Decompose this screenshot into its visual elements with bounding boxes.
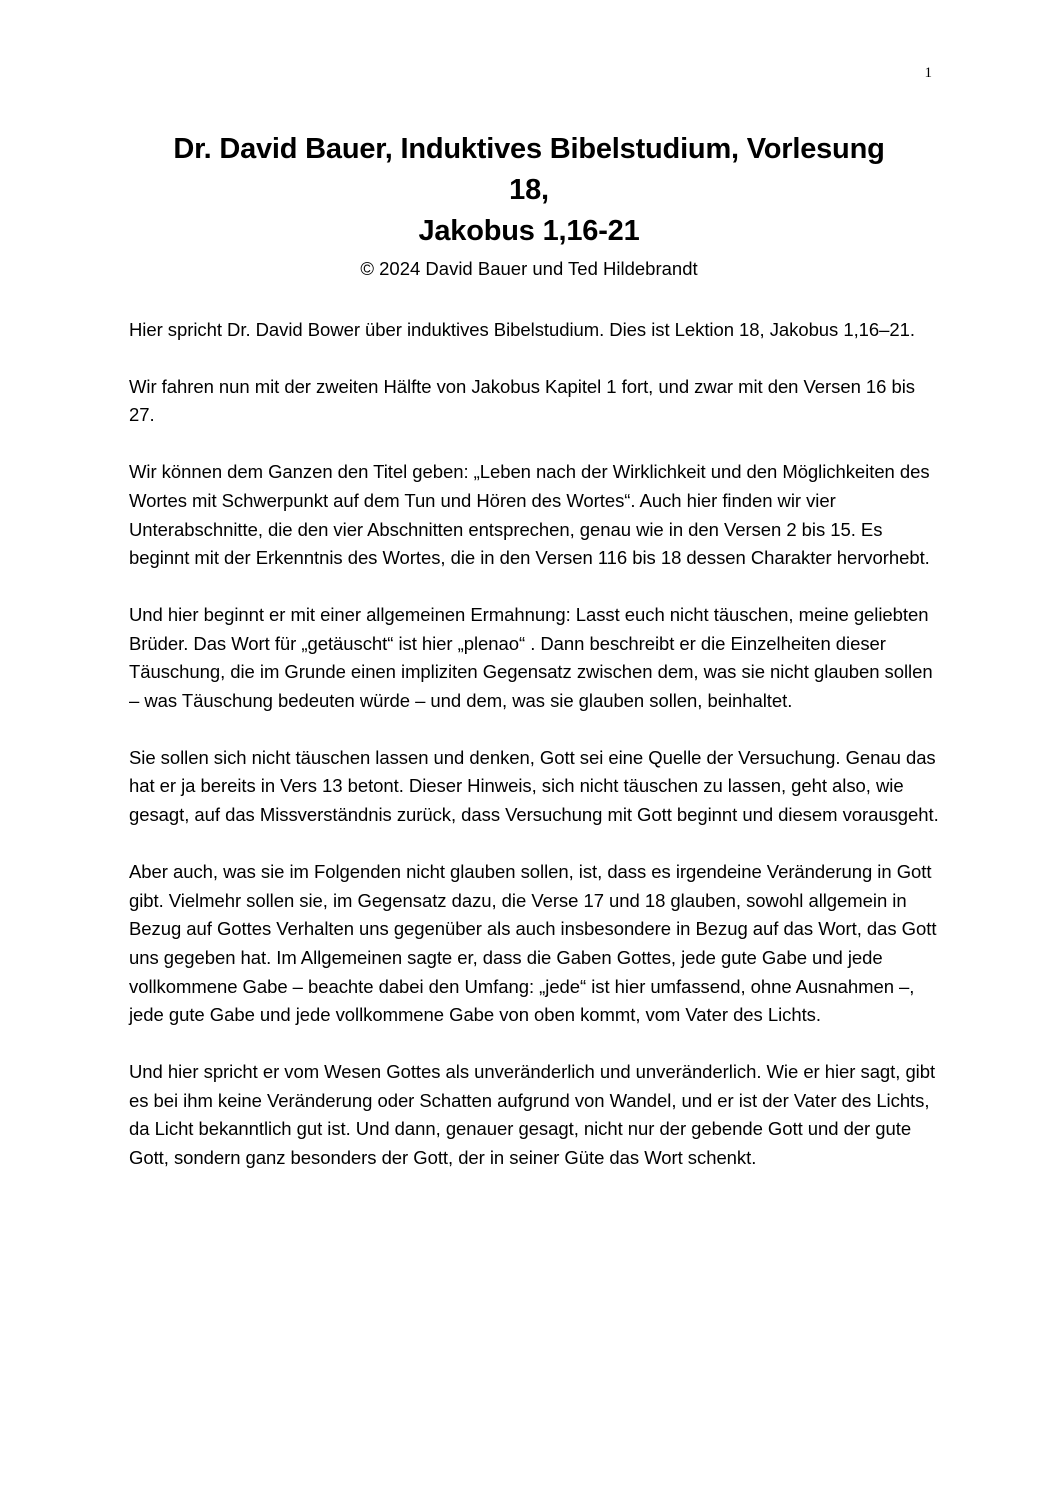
title-block [90, 129, 968, 282]
paragraph: Hier spricht Dr. David Bower über induktives Bibelstudium. Dies ist Lektion 18, Jakobus 1,16–21. [129, 319, 915, 340]
document-title-line-1: Dr. David Bauer, Induktives Bibelstudium, Vorlesung [173, 133, 885, 165]
document-title-line-2: 18, [509, 174, 549, 206]
document-title-line-3: Jakobus 1,16-21 [418, 215, 640, 247]
paragraph: Sie sollen sich nicht täuschen lassen und denken, Gott sei eine Quelle der Versuchung. Genau das hat er ja bereits in Vers 13 betont. Dieser Hinweis, sich nicht täuschen zu lassen, geht also, wie gesagt, auf das Missverständnis zurück, dass Versuchung mit Gott beginnt und diesem vorausgeht. [129, 746, 939, 826]
paragraph: Und hier spricht er vom Wesen Gottes als unveränderlich und unveränderlich. Wie er hier sagt, gibt es bei ihm keine Veränderung oder Schatten aufgrund von Wandel, und er ist der Vater des Lichts, da Licht bekanntlich gut ist. Und dann, genauer gesagt, nicht nur der gebende Gott und der gute Gott, sondern ganz besonders der Gott, der in seiner Güte das Wort schenkt. [129, 1061, 936, 1169]
paragraph: Wir fahren nun mit der zweiten Hälfte von Jakobus Kapitel 1 fort, und zwar mit den Versen 16 bis 27. [129, 375, 915, 426]
paragraph: Aber auch, was sie im Folgenden nicht glauben sollen, ist, dass es irgendeine Veränderung in Gott gibt. Vielmehr sollen sie, im Gegensatz dazu, die Verse 17 und 18 glauben, sowohl allgemein in Bezug auf Gottes Verhalten uns gegenüber als auch insbesondere in Bezug auf das Wort, das Gott uns gegeben hat. Im Allgemeinen sagte er, dass die Gaben Gottes, jede gute Gabe und jede vollkommene Gabe – beachte dabei den Umfang: „jede“ ist hier umfassend, ohne Ausnahmen –, jede gute Gabe und jede vollkommene Gabe von oben kommt, vom Vater des Lichts. [129, 860, 937, 1026]
paragraph: Wir können dem Ganzen den Titel geben: „Leben nach der Wirklichkeit und den Möglichkeiten des Wortes mit Schwerpunkt auf dem Tun und Hören des Wortes“. Auch hier finden wir vier Unterabschnitte, die den vier Abschnitten entsprechen, genau wie in den Versen 2 bis 15. Es beginnt mit der Erkenntnis des Wortes, die in den Versen 116 bis 18 dessen Charakter hervorhebt. [129, 461, 930, 569]
body-text [129, 316, 941, 1201]
copyright-notice: © 2024 David Bauer und Ted Hildebrandt [360, 258, 698, 279]
page-number: 1 [924, 65, 932, 81]
paragraph: Und hier beginnt er mit einer allgemeinen Ermahnung: Lasst euch nicht täuschen, meine geliebten Brüder. Das Wort für „getäuscht“ ist hier „plenao“ . Dann beschreibt er die Einzelheiten dieser Täuschung, die im Grunde einen impliziten Gegensatz zwischen dem, was sie nicht glauben sollen – was Täuschung bedeuten würde – und dem, was sie glauben sollen, beinhaltet. [129, 603, 933, 712]
